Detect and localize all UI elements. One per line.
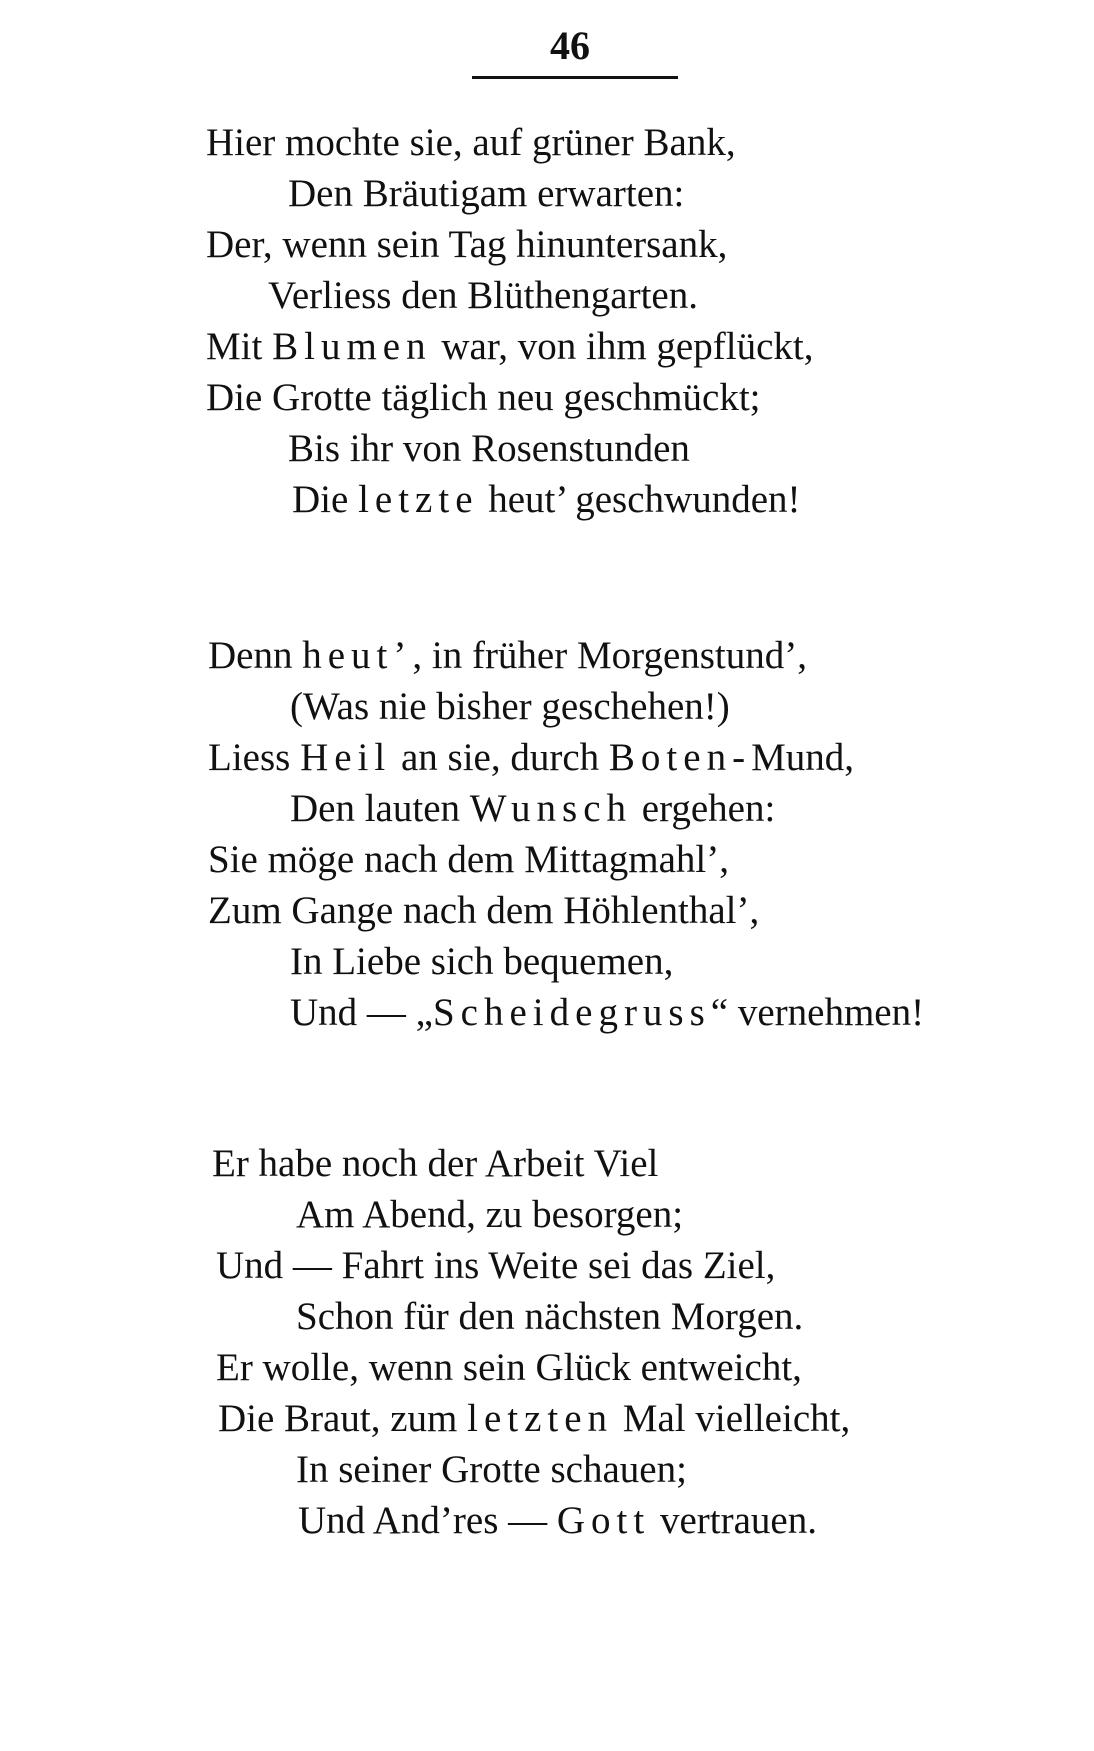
verse-line: Denn heut’, in früher Morgenstund’,	[208, 634, 808, 677]
verse-line: Und — „Scheidegruss“ vernehmen!	[290, 991, 925, 1034]
emphasis-spaced: Boten-	[608, 736, 752, 779]
verse-line: Und And’res — Gott vertrauen.	[298, 1499, 817, 1542]
verse-line: Mit Blumen war, von ihm gepflückt,	[206, 325, 814, 368]
emphasis-spaced: letzten	[467, 1397, 614, 1440]
verse-line: Zum Gange nach dem Höhlenthal’,	[208, 889, 760, 932]
verse-line: Verliess den Blüthengarten.	[268, 274, 698, 317]
emphasis-spaced: letzte	[358, 478, 479, 521]
verse-line: Die Grotte täglich neu geschmückt;	[206, 376, 761, 419]
verse-line: Liess Heil an sie, durch Boten-Mund,	[208, 736, 855, 779]
verse-line: Die letzte heut’ geschwunden!	[292, 478, 801, 521]
emphasis-spaced: Gott	[556, 1499, 651, 1542]
verse-line: Und — Fahrt ins Weite sei das Ziel,	[216, 1244, 776, 1287]
verse-line: Bis ihr von Rosenstunden	[288, 427, 690, 470]
verse-line: Schon für den nächsten Morgen.	[296, 1295, 804, 1338]
verse-line: In seiner Grotte schauen;	[296, 1448, 687, 1491]
header-rule	[472, 76, 678, 79]
verse-line: Der, wenn sein Tag hinuntersank,	[206, 223, 728, 266]
verse-line: Die Braut, zum letzten Mal vielleicht,	[218, 1397, 851, 1440]
verse-line: Den Bräutigam erwarten:	[288, 172, 685, 215]
verse-line: Den lauten Wunsch ergehen:	[290, 787, 776, 830]
verse-line: Am Abend, zu besorgen;	[296, 1193, 684, 1236]
emphasis-spaced: heut’	[302, 634, 413, 677]
emphasis-spaced: Wunsch	[469, 787, 633, 830]
verse-line: (Was nie bisher geschehen!)	[290, 685, 730, 728]
verse-line: Er habe noch der Arbeit Viel	[212, 1142, 659, 1185]
verse-line: In Liebe sich bequemen,	[290, 940, 674, 983]
emphasis-spaced: Blumen	[272, 325, 432, 368]
emphasis-spaced: Heil	[300, 736, 392, 779]
verse-line: Sie möge nach dem Mittagmahl’,	[208, 838, 729, 881]
verse-line: Hier mochte sie, auf grüner Bank,	[206, 121, 736, 164]
emphasis-spaced: Scheidegruss	[432, 991, 711, 1034]
page-number: 46	[550, 23, 590, 68]
verse-line: Er wolle, wenn sein Glück entweicht,	[216, 1346, 802, 1389]
